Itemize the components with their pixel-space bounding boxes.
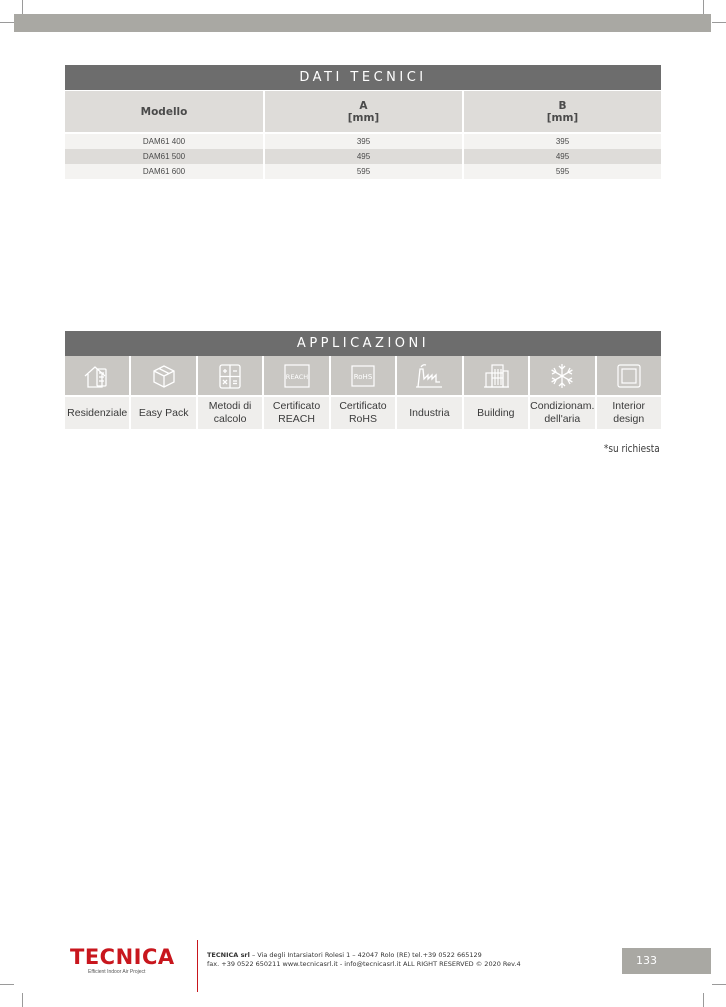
label-line-2: calcolo [213,413,247,425]
label-line-2: dell'aria [544,413,581,425]
crop-mark [703,993,704,1007]
cell-b: 395 [463,134,661,149]
tech-data-title: DATI TECNICI [65,65,661,90]
column-header-a-label: A [359,99,368,112]
top-bar [14,14,711,32]
applications-grid [65,356,661,429]
label-line-1: Building [477,406,515,419]
label-line-1: Condizionam. [530,400,595,412]
crop-mark [0,22,14,23]
label-line-2: design [613,413,645,425]
column-header-b-unit: [mm] [546,111,579,124]
factory-icon [397,356,461,395]
label-line-1: Certificato [272,400,321,412]
application-residenziale [65,356,129,429]
application-label [198,397,262,429]
cell-b: 495 [463,149,661,164]
on-request-note: *su richiesta [604,443,660,455]
application-label [397,397,461,429]
label-line-2: RoHS [348,413,377,425]
cell-model: DAM61 400 [65,134,264,149]
cell-a: 495 [264,149,463,164]
crop-mark [22,993,23,1007]
rohs-icon [331,356,395,395]
application-condizionamento [530,356,594,429]
cell-model: DAM61 600 [65,164,264,179]
label-line-2: REACH [278,413,315,425]
crop-mark [0,984,14,985]
address-line-2: fax. +39 0522 650211 www.tecnicasrl.it - info@tecnicasrl.it ALL RIGHT RESERVED © 2020 Rev.4 [207,960,521,968]
rohs-icon-text: RoHS [353,372,373,381]
application-label [597,397,661,429]
brand-name: TECNICA [70,945,175,969]
column-header-model: Modello [65,91,264,132]
snowflake-icon [530,356,594,395]
label-line-1: Interior [612,400,646,412]
tech-data-table [65,91,661,179]
company-name: TECNICA srl [207,951,250,959]
brand-tagline: Efficient Indoor Air Project [88,969,146,975]
label-line-1: Residenziale [67,406,128,419]
crop-mark [22,0,23,14]
application-building [464,356,528,429]
application-interior-design [597,356,661,429]
cell-a: 595 [264,164,463,179]
application-industria [397,356,461,429]
application-rohs [331,356,395,429]
application-reach [264,356,328,429]
application-easy-pack [131,356,195,429]
application-label [331,397,395,429]
label-line-1: Metodi di [208,400,252,412]
crop-mark [712,22,726,23]
calculator-icon [198,356,262,395]
application-calcolo [198,356,262,429]
box-icon [131,356,195,395]
house-icon [65,356,129,395]
table-row [65,164,661,179]
application-label [530,397,594,429]
footer-divider [197,940,198,992]
reach-icon [264,356,328,395]
table-row [65,149,661,164]
application-label [464,397,528,429]
column-header-b-label: B [558,99,567,112]
page-number: 133 [622,948,711,974]
cell-model: DAM61 500 [65,149,264,164]
label-line-1: Certificato [339,400,387,412]
building-icon [464,356,528,395]
label-line-1: Easy Pack [138,406,189,419]
frame-icon [597,356,661,395]
application-label [131,397,195,429]
applications-title: APPLICAZIONI [65,331,661,356]
cell-a: 395 [264,134,463,149]
address-line-1: – Via degli Intarsiatori Rolesi 1 – 42047 Rolo (RE) tel.+39 0522 665129 [249,951,482,959]
column-header-a-unit: [mm] [347,111,380,124]
column-header-a [264,91,463,132]
reach-icon-text: REACH [285,372,308,381]
application-label [264,397,328,429]
tecnica-logo [70,946,175,975]
company-address [207,951,521,969]
application-label [65,397,129,429]
table-row [65,134,661,149]
crop-mark [712,984,726,985]
column-header-b [463,91,661,132]
label-line-1: Industria [409,406,450,419]
crop-mark [703,0,704,14]
cell-b: 595 [463,164,661,179]
